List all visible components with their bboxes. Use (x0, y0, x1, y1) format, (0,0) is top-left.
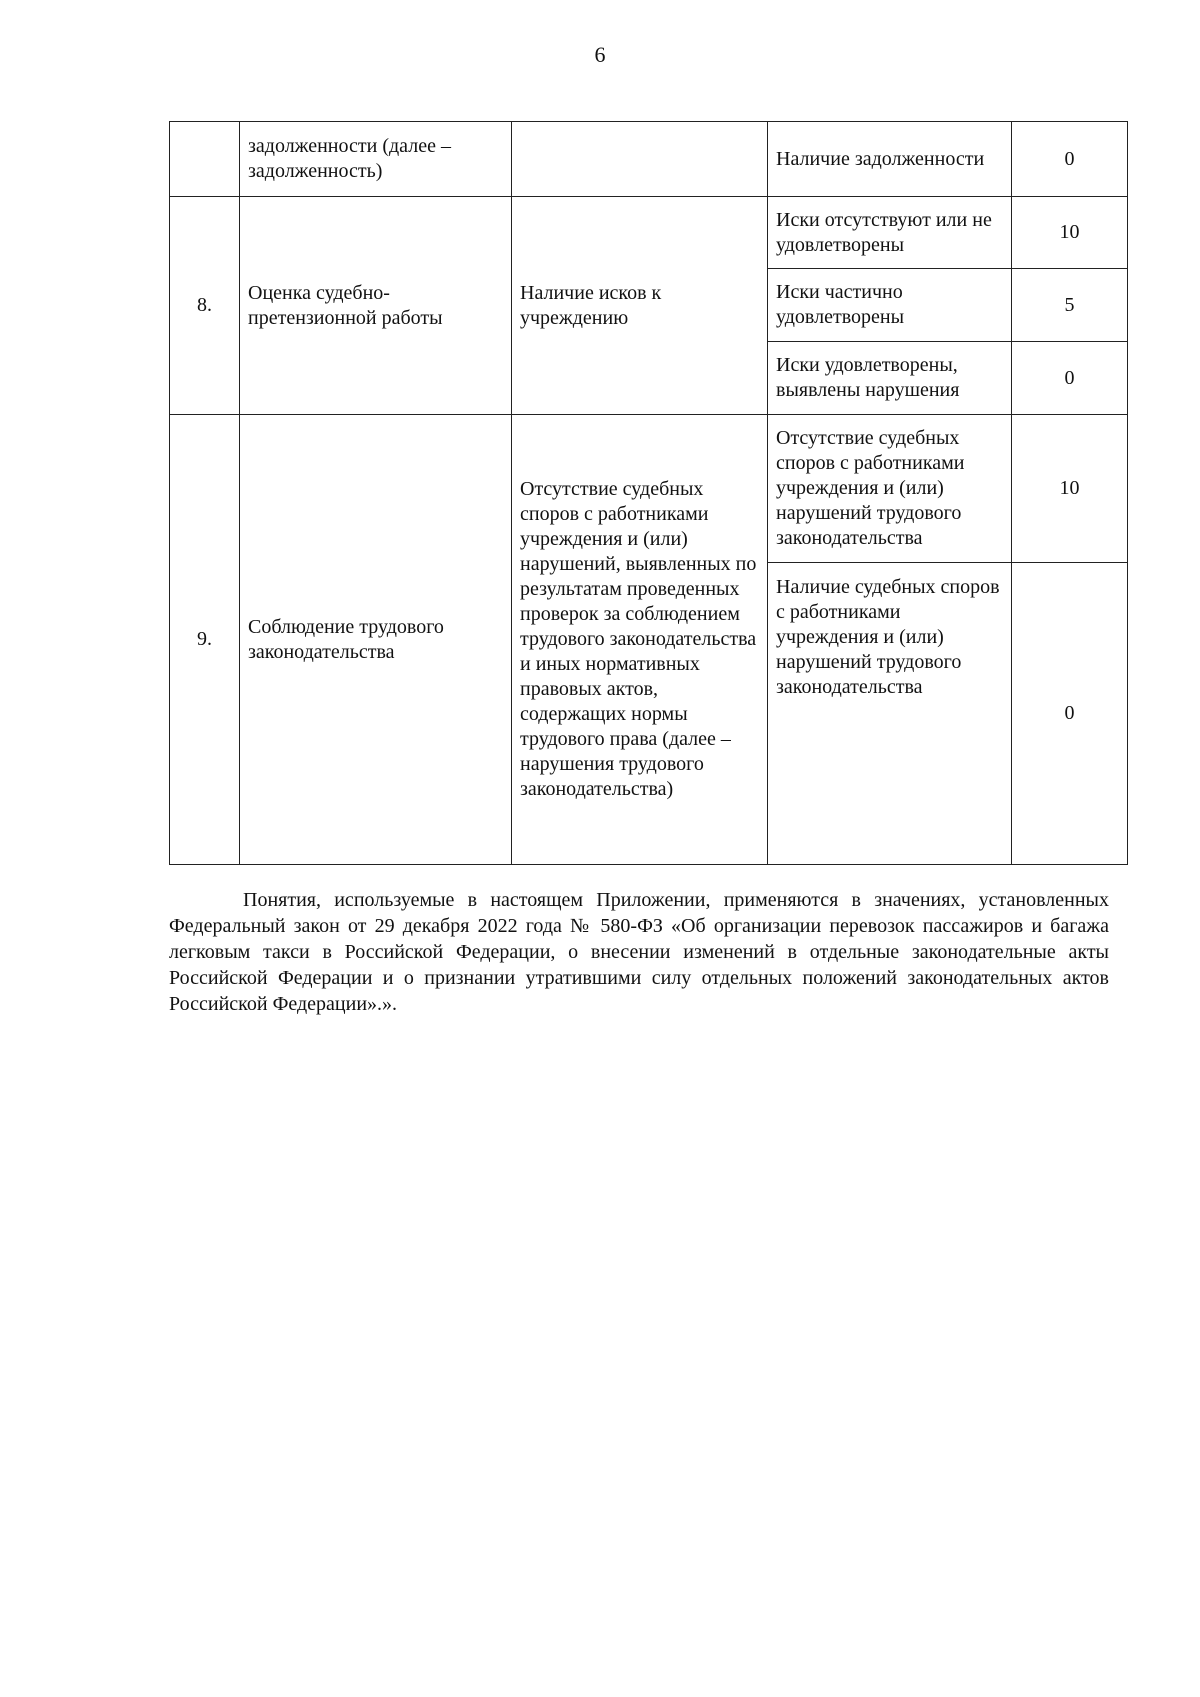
score-cell: 10 (1012, 197, 1128, 269)
score-cell: 0 (1012, 342, 1128, 415)
row-number-cell: 9. (170, 415, 240, 865)
table-row-9 (170, 415, 1128, 563)
description-cell: Наличие исков к учреждению (512, 197, 768, 415)
indicator-cell: задолженности (далее – задолженность) (240, 122, 512, 197)
description-cell: Отсутствие судебных споров с работниками учреждения и (или) нарушений, выявленных по результатам проведенных проверок за соблюдением трудового законодательства и иных нормативных правовых актов, содержащих нормы трудового права (далее – нарушения трудового законодательства) (512, 415, 768, 865)
condition-cell: Наличие задолженности (768, 122, 1012, 197)
score-cell: 0 (1012, 122, 1128, 197)
score-cell: 5 (1012, 269, 1128, 342)
criteria-table (169, 121, 1128, 865)
indicator-cell: Оценка судебно-претензионной работы (240, 197, 512, 415)
indicator-cell: Соблюдение трудового законодательства (240, 415, 512, 865)
condition-cell: Отсутствие судебных споров с работниками учреждения и (или) нарушений трудового законодательства (768, 415, 1012, 563)
table-row-8 (170, 197, 1128, 269)
condition-cell: Иски отсутствуют или не удовлетворены (768, 197, 1012, 269)
description-cell (512, 122, 768, 197)
page-number: 6 (594, 42, 606, 67)
row-number-cell: 8. (170, 197, 240, 415)
score-cell: 0 (1012, 563, 1128, 865)
condition-cell: Иски удовлетворены, выявлены нарушения (768, 342, 1012, 415)
row-number-cell (170, 122, 240, 197)
footnote-paragraph: Понятия, используемые в настоящем Приложении, применяются в значениях, установленных Федеральный закон от 29 декабря 2022 года № 580-ФЗ «Об организации перевозок пассажиров и багажа легковым такси в Российской Федерации, о внесении изменений в отдельные законодательные акты Российской Федерации и о признании утратившими силу отдельных положений законодательных актов Российской Федерации».». (169, 889, 1109, 1015)
score-cell: 10 (1012, 415, 1128, 563)
condition-cell: Иски частично удовлетворены (768, 269, 1012, 342)
condition-cell: Наличие судебных споров с работниками учреждения и (или) нарушений трудового законодательства (768, 563, 1012, 865)
table-row-continuation (170, 122, 1128, 197)
